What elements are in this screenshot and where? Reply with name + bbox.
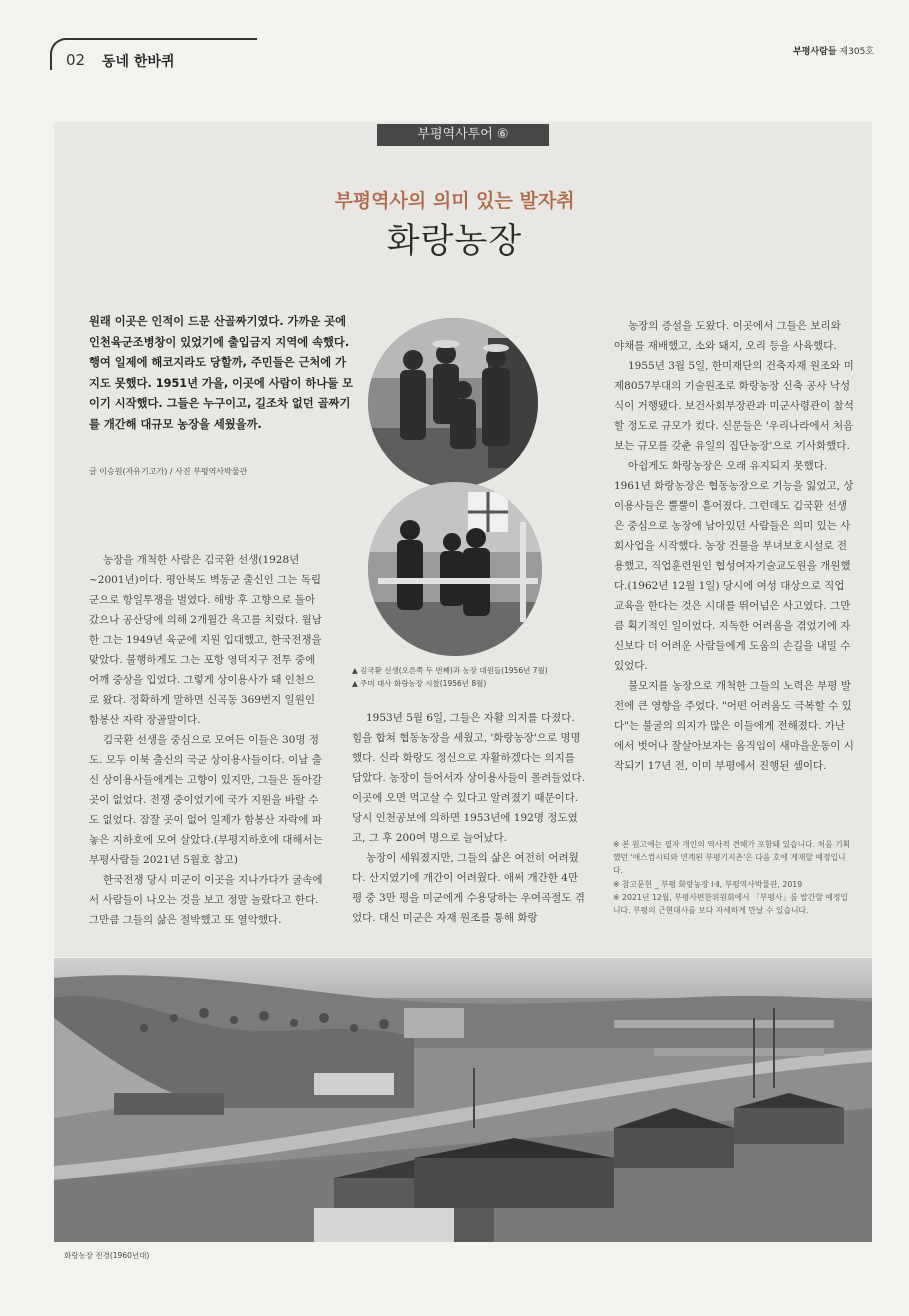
column-1 [89,550,323,930]
issue-number: 제305호 [839,47,874,57]
paragraph: 1953년 5월 6일, 그들은 자활 의지를 다졌다. 힘을 합쳐 협동농장을 세웠고, '화랑농장'으로 명명했다. 신라 화랑도 정신으로 자활하겠다는 의지를 담았다. 농장이 들어서자 상이용사들이 몰려들었다. 이곳에 오면 먹고살 수 있다고 알려졌기 때문이다. 당시 인천공보에 의하면 1953년에 192명 정도였고, 그 후 200여 명으로 늘어났다. [352,712,586,844]
series-tag: 부평역사투어 ⑥ [377,124,549,146]
article-subtitle: 부평역사의 의미 있는 발자취 [334,190,575,212]
section-title: 동네 한바퀴 [102,54,175,70]
paragraph: 아쉽게도 화랑농장은 오래 유지되지 못했다. 1961년 화랑농장은 협동농장으로 기능을 잃었고, 상이용사들은 뿔뿔이 흩어졌다. 그런데도 김국환 선생은 중심으로 농장에 남아있던 사람들은 의미 있는 사회사업을 시작했다. 농장 건물을 부녀보호시설로 전용했고, 직업훈련원인 협성여자기술교도원을 개원했다.(1962년 12월 1일) 당시에 여성 대상으로 직업교육을 한다는 것은 시대를 뛰어넘은 사고였다. 그만큼 획기적인 일이었다. 지독한 어려움을 겪었기에 자신보다 더 어려운 사람들에게 도움의 손길을 내밀 수 있었다. [614,460,854,672]
caption-photo-1: ▲ 김국환 선생(오른쪽 두 번째)과 농장 대원들(1956년 7월) [352,666,548,675]
paragraph: 불모지를 농장으로 개척한 그들의 노력은 부평 발전에 큰 영향을 주었다. "어떤 어려움도 극복할 수 있다"는 불굴의 의지가 많은 이들에게 전해졌다. 가난에서 벗어나 잘살아보자는 움직임이 새마을운동이 시작되기 17년 전, 이미 부평에서 진행된 셈이다. [614,680,854,772]
publication-name: 부평사람들 [793,47,837,57]
paragraph: 김국환 선생을 중심으로 모여든 이들은 30명 정도. 모두 이북 출신의 국군 상이용사들이다. 이남 출신 상이용사들에게는 고향이 있지만, 그들은 돌아갈 곳이 없었다. 전쟁 중이었기에 국가 지원을 바랄 수도 없었다. 잠잘 곳이 없어 일제가 함봉산 자락에 파놓은 지하호에 모여 살았다.(부평지하호에 대해서는 부평사람들 2021년 5월호 참고) [89,734,323,866]
photo-ambassador-visit [368,482,542,656]
page-header [50,38,880,78]
column-2 [352,708,588,928]
photo-farm-members [368,318,538,488]
footnote: ※ 2021년 12월, 부평사편찬위원회에서 「부평사」를 발간할 예정입니다. 부평의 근현대사를 보다 자세하게 만날 수 있습니다. [613,892,848,916]
paragraph: 농장의 증설을 도왔다. 이곳에서 그들은 보리와 야채를 재배했고, 소와 돼지, 오리 등을 사육했다. [614,320,841,352]
paragraph: 농장이 세워졌지만, 그들의 삶은 여전히 어려웠다. 산지였기에 개간이 어려웠다. 애써 개간한 4만 평 중 3만 평을 미군에게 수용당하는 우여곡절도 겪었다. 대신 미군은 자재 원조를 통해 화랑 [352,852,585,924]
footnotes [613,838,853,917]
photo-captions [352,664,548,690]
paragraph: 농장을 개척한 사람은 김국환 선생(1928년~2001년)이다. 평안북도 벽동군 출신인 그는 독립군으로 항일투쟁을 벌였다. 해방 후 고향으로 돌아갔으나 공산당에 의해 2개월간 옥고를 치렀다. 월남한 그는 1949년 육군에 지원 입대했고, 한국전쟁을 맞았다. 불행하게도 그는 포항 영덕지구 전투 중에 어깨 중상을 입었다. 그렇게 상이용사가 돼 인천으로 왔다. 정확하게 말하면 신곡동 369번지 일원인 함봉산 자락 장골말이다. [89,554,322,726]
paragraph: 1955년 3월 5일, 한미재단의 건축자재 원조와 미 제8057부대의 기술원조로 화랑농장 신축 공사 낙성식이 거행됐다. 보건사회부장관과 미군사령관이 참석할 정도로 규모가 컸다. 신문들은 '우리나라에서 처음 보는 규모를 갖춘 유일의 집단농장'으로 기사화했다. [614,360,854,452]
caption-photo-2: ▲ 주미 대사 화랑농장 시찰(1956년 8월) [352,679,487,688]
landscape-caption: 화랑농장 전경(1960년대) [64,1251,150,1260]
column-3 [614,316,854,776]
article-title: 화랑농장 [386,221,523,261]
footnote: ※ 참고문헌 _ 부평 화랑농장 Ⅰ·Ⅱ, 부평역사박물관, 2019 [613,879,803,889]
paragraph: 한국전쟁 당시 미군이 이곳을 지나가다가 굴속에서 사람들이 나오는 것을 보고 정말 놀랐다고 한다. 그만큼 그들의 삶은 절박했고 또 열악했다. [89,874,323,926]
footnote: ※ 본 원고에는 필자 개인의 역사적 견해가 포함돼 있습니다. 처음 기획했던 '애스컴시티와 연계된 부평기지촌'은 다음 호에 게재할 예정입니다. [613,840,851,876]
farm-landscape-photo [54,958,872,1242]
page-number: 02 [66,51,86,69]
byline: 글 이승원(자유기고가) / 사진 부평역사박물관 [89,467,248,476]
publication-info [793,44,874,57]
article-intro: 원래 이곳은 인적이 드문 산골짜기였다. 가까운 곳에 인천육군조병창이 있었기에 출입금지 지역에 속했다. 행여 일제에 해코지라도 당할까, 주민들은 근처에 가지도 못했다. 1951년 가을, 이곳에 사람이 하나둘 모이기 시작했다. 그들은 누구이고, 길조차 없던 골짜기를 개간해 대규모 농장을 세웠을까. [89,315,353,431]
